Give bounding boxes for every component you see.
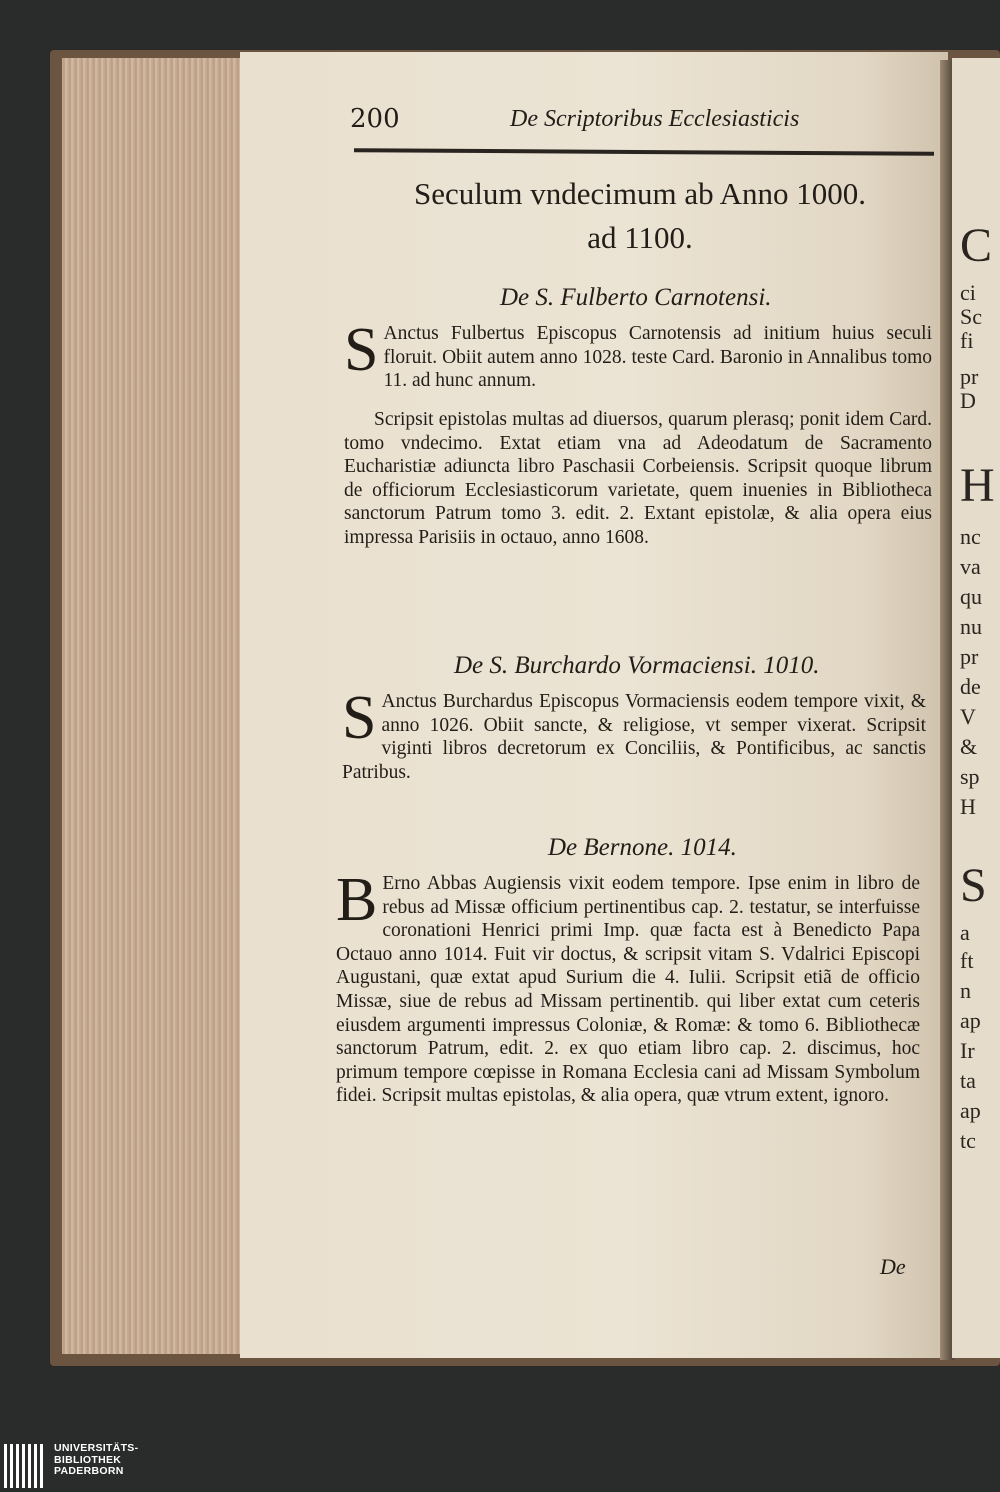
- facing-letter: S: [960, 859, 987, 912]
- facing-letter: nc: [960, 524, 981, 549]
- facing-letter: sp: [960, 764, 980, 789]
- section-heading-burchardus: De S. Burchardo Vormaciensi. 1010.: [454, 652, 820, 679]
- facing-letter: D: [960, 388, 976, 413]
- facing-letter: a: [960, 920, 970, 945]
- dropcap: B: [336, 866, 378, 934]
- section-heading-berno: De Bernone. 1014.: [548, 834, 737, 861]
- century-title-line2: ad 1100.: [587, 220, 693, 255]
- facing-letter: pr: [960, 644, 979, 669]
- facing-letter: qu: [960, 584, 982, 609]
- section-heading-fulbertus: De S. Fulberto Carnotensi.: [500, 284, 772, 311]
- paragraph-fulbertus-2: Scripsit epistolas multas ad diuersos, quarum plerasq; ponit idem Card. tomo vndecimo. Extat etiam vna ad Adeodatum de Sacramento Eucharistiæ adiuncta libro Paschasii Corbeiensis. Scripsit quoque librum de officiorum Ecclesiasticorum varietate, quem inuenies in Bibliotheca sanctorum Patrum tomo 3. edit. 2. Extant epistolæ, & alia opera eius impressa Parisiis in octauo, anno 1608.: [344, 409, 932, 548]
- facing-letter: n: [960, 978, 971, 1003]
- logo-line: UNIVERSITÄTS-: [54, 1442, 139, 1454]
- catchword: De: [880, 1254, 906, 1279]
- running-head: [350, 104, 830, 144]
- paragraph-text: Anctus Burchardus Episcopus Vormaciensis eodem tempore vixit, & anno 1026. Obiit sancte, & religiose, vt semper vixerat. Scripsit viginti libros decretorum ex Conciliis, & Pontificibus, ac sanctis Patribus.: [342, 691, 926, 783]
- paragraph-fulbertus-1: [344, 316, 932, 393]
- logo-line: BIBLIOTHEK: [54, 1453, 122, 1466]
- facing-letter: de: [960, 674, 981, 699]
- facing-letter: pr: [960, 364, 979, 389]
- dropcap: S: [342, 684, 377, 752]
- facing-letter: ap: [960, 1098, 981, 1123]
- paragraph-text: Anctus Fulbertus Episcopus Carnotensis ad initium huius seculi floruit. Obiit autem anno 1028. teste Card. Baronio in Annalibus tomo 11. ad hunc annum.: [383, 323, 932, 392]
- library-logo: [0, 1440, 200, 1492]
- library-logo-icon: [4, 1444, 46, 1488]
- paragraph-berno: [336, 866, 920, 1108]
- paragraph-text: Erno Abbas Augiensis vixit eodem tempore. Ipse enim in libro de rebus ad Missæ officium pertinentibus cap. 2. testatur, se interfuisse coronationi Henrici primi Imp. quæ facta est à Benedicto Papa Octauo anno 1014. Fuit vir doctus, & scripsit vitam S. Vdalrici Episcopi Augustani, quæ extat apud Surium die 4. Iulii. Scripsit etiã de officio Missæ, siue de rebus ad Missam pertinentib. qui liber extat cum ceteris eiusdem argumenti impressus Coloniæ, & Romæ: & tomo 6. Bibliothecæ sanctorum Patrum, edit. 2. ex quo etiam libro cap. 2. discimus, hoc primum tempore cœpisse in Romana Ecclesia cani ad Missam Symbolum fidei. Scripsit multas epistolas, & alia opera, quæ vtrum extent, ignoro.: [336, 873, 920, 1107]
- facing-letter: va: [960, 554, 981, 579]
- running-title: De Scriptoribus Ecclesiasticis: [510, 106, 800, 132]
- century-title: [330, 172, 950, 260]
- page-number: 200: [350, 104, 400, 134]
- facing-letter: H: [960, 794, 976, 819]
- facing-letter: tc: [960, 1128, 976, 1153]
- century-title-line1: Seculum vndecimum ab Anno 1000.: [413, 176, 867, 211]
- facing-letter: ci: [960, 280, 976, 305]
- facing-letter: ft: [960, 948, 974, 973]
- facing-letter: H: [960, 459, 995, 512]
- facing-letter: nu: [960, 614, 982, 639]
- facing-letter: Ir: [960, 1038, 975, 1063]
- library-logo-text: [54, 1443, 138, 1478]
- paragraph-burchardus: [342, 684, 926, 784]
- facing-letter: V: [960, 704, 976, 729]
- facing-letter: &: [960, 734, 978, 759]
- facing-letter: ta: [960, 1068, 976, 1093]
- facing-page-fragment: [952, 58, 1000, 1358]
- dropcap: S: [344, 316, 379, 384]
- facing-letter: fi: [960, 328, 974, 353]
- page-edges-stack: [62, 58, 244, 1354]
- facing-letter: ap: [960, 1008, 981, 1033]
- logo-line: PADERBORN: [54, 1465, 124, 1477]
- facing-letter: C: [960, 219, 993, 272]
- facing-letter: Sc: [960, 304, 982, 329]
